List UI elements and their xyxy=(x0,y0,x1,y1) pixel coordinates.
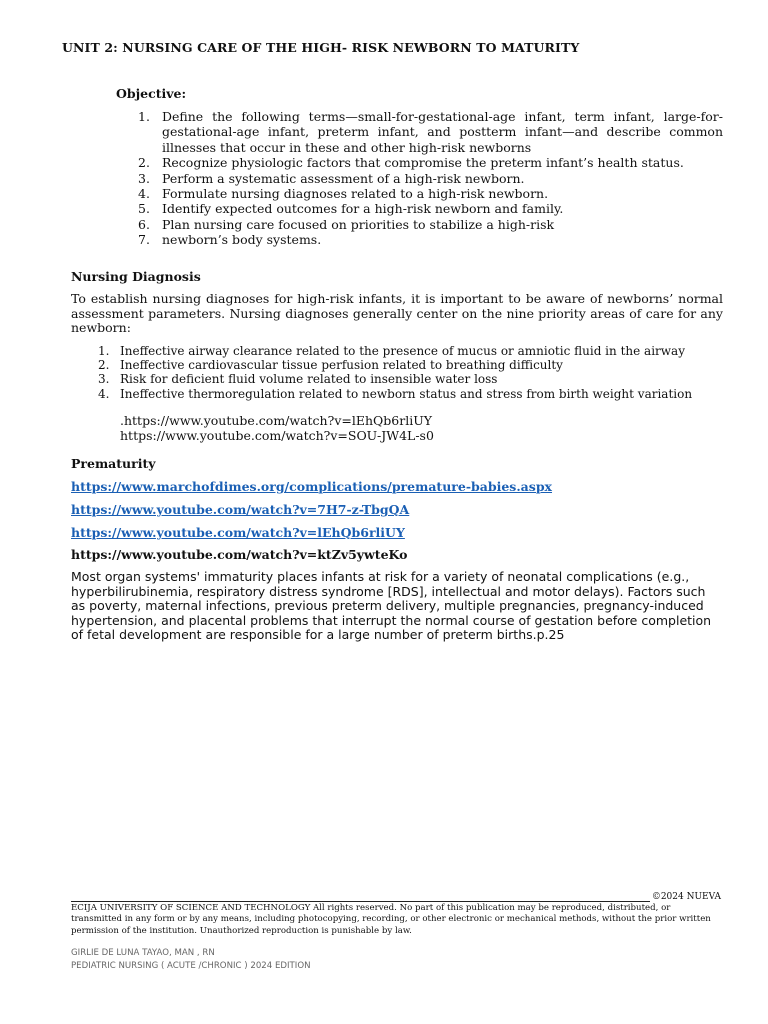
objective-text: Formulate nursing diagnoses related to a high-risk newborn. xyxy=(162,186,549,202)
youtube-link[interactable]: https://www.youtube.com/watch?v=lEhQb6rliUY xyxy=(71,525,405,540)
nursing-diagnosis-heading: Nursing Diagnosis xyxy=(71,269,201,284)
youtube-link-text[interactable]: https://www.youtube.com/watch?v=SOU-JW4L-s0 xyxy=(120,428,434,444)
footer-divider xyxy=(71,893,650,902)
diagnoses-list xyxy=(98,344,718,401)
list-number: 2. xyxy=(98,358,110,373)
objective-text: Perform a systematic assessment of a high-risk newborn. xyxy=(162,170,525,186)
objectives-list xyxy=(138,109,723,248)
footer-legal-notice: ECIJA UNIVERSITY OF SCIENCE AND TECHNOLOGY All rights reserved. No part of this publication may be reproduced, distributed, or transmitted in any form or by any means, including photocopying, recording, or other electronic or mechanical methods, without the prior written permission of the institution. Unauthorized reproduction is punishable by law. xyxy=(71,903,711,936)
youtube-link-text[interactable]: .https://www.youtube.com/watch?v=lEhQb6rliUY xyxy=(120,413,432,428)
list-number: 1. xyxy=(98,344,110,358)
list-number: 4. xyxy=(138,186,150,202)
objective-heading: Objective: xyxy=(116,86,187,101)
list-number: 3. xyxy=(98,372,110,387)
list-number: 6. xyxy=(138,216,150,232)
objective-item xyxy=(138,109,723,155)
list-number: 4. xyxy=(98,386,110,401)
unit-title: UNIT 2: NURSING CARE OF THE HIGH- RISK NEWBORN TO MATURITY xyxy=(62,40,580,55)
list-number: 1. xyxy=(138,109,150,124)
diagnosis-item xyxy=(98,372,718,386)
diagnosis-text: Risk for deficient fluid volume related to insensible water loss xyxy=(120,372,498,387)
footer-author: GIRLIE DE LUNA TAYAO, MAN , RN xyxy=(71,948,215,958)
objective-item xyxy=(138,155,723,170)
youtube-link-plain[interactable]: https://www.youtube.com/watch?v=ktZv5ywteKo xyxy=(71,547,408,562)
youtube-links xyxy=(120,413,434,444)
diagnosis-text: Ineffective cardiovascular tissue perfusion related to breathing difficulty xyxy=(120,358,563,373)
list-number: 7. xyxy=(138,232,150,248)
list-number: 5. xyxy=(138,201,150,217)
prematurity-heading: Prematurity xyxy=(71,456,156,471)
footer-author-block xyxy=(71,947,311,972)
footer-edition: PEDIATRIC NURSING ( ACUTE /CHRONIC ) 2024 EDITION xyxy=(71,960,311,971)
objective-item xyxy=(138,217,723,232)
objective-text: newborn’s body systems. xyxy=(162,232,322,248)
diagnosis-text: Ineffective thermoregulation related to newborn status and stress from birth weight variation xyxy=(120,386,693,401)
objective-text: Identify expected outcomes for a high-risk newborn and family. xyxy=(162,201,564,217)
diagnosis-item xyxy=(98,344,718,358)
objective-text: Plan nursing care focused on priorities to stabilize a high-risk xyxy=(162,216,555,232)
diagnosis-text: Ineffective airway clearance related to the presence of mucus or amniotic fluid in the airway xyxy=(120,344,685,358)
youtube-link[interactable]: https://www.youtube.com/watch?v=7H7-z-TbgQA xyxy=(71,502,410,517)
footer-copyright: ©2024 NUEVA xyxy=(651,892,721,902)
footer-rule-row xyxy=(71,892,721,902)
prematurity-paragraph: Most organ systems' immaturity places infants at risk for a variety of neonatal complications (e.g., hyperbilirubinemia, respiratory distress syndrome [RDS], intellectual and motor delays). Factors such as poverty, maternal infections, previous preterm delivery, multiple pregnancies, pregnancy-induced hypertension, and placental problems that interrupt the normal course of gestation before completion of fetal development are responsible for a large number of preterm births.p.25 xyxy=(71,569,712,642)
diagnosis-item xyxy=(98,387,718,401)
objective-item xyxy=(138,186,723,201)
objective-item xyxy=(138,171,723,186)
nursing-diagnosis-paragraph: To establish nursing diagnoses for high-risk infants, it is important to be aware of newborns’ normal assessment parameters. Nursing diagnoses generally center on the nine priority areas of care for any newborn: xyxy=(71,291,723,336)
objective-item xyxy=(138,232,723,247)
list-number: 3. xyxy=(138,170,150,186)
objective-text: Define the following terms—small-for-gestational-age infant, term infant, large-for-gestational-age infant, preterm infant, and postterm infant—and describe common illnesses that occur in these and other high-risk newborns xyxy=(162,109,723,155)
objective-item xyxy=(138,201,723,216)
diagnosis-item xyxy=(98,358,718,372)
objective-text: Recognize physiologic factors that compromise the preterm infant’s health status. xyxy=(162,155,684,171)
march-of-dimes-link[interactable]: https://www.marchofdimes.org/complications/premature-babies.aspx xyxy=(71,479,553,494)
list-number: 2. xyxy=(138,155,150,171)
